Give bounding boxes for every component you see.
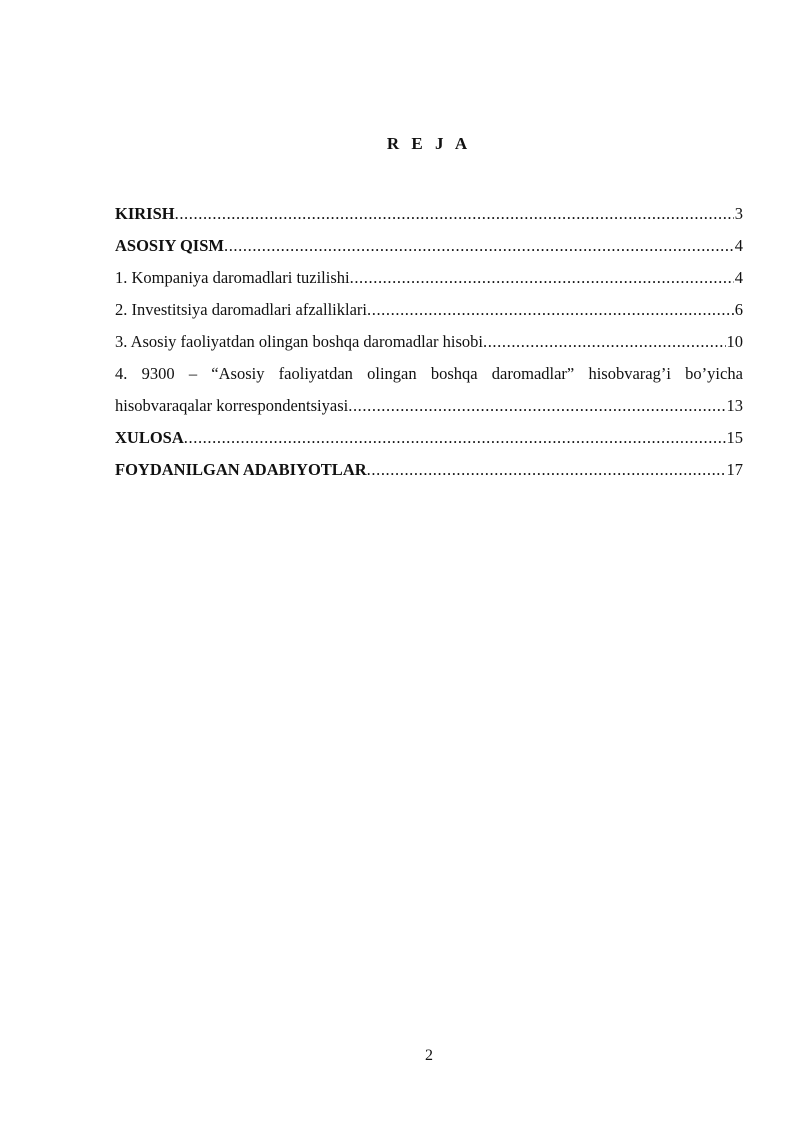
toc-word: –	[188, 364, 198, 383]
toc-entry-section-3[interactable]	[115, 326, 743, 358]
toc-dot-leader	[367, 454, 726, 486]
toc-dot-leader	[348, 390, 725, 422]
toc-dot-leader	[367, 294, 734, 326]
toc-entry-page: 4	[734, 236, 743, 255]
toc-dot-leader	[483, 326, 726, 358]
toc-word: 9300	[141, 364, 175, 383]
toc-word: bo’yicha	[685, 364, 743, 383]
toc-entry-label: hisobvaraqalar korrespondentsiyasi	[115, 396, 349, 415]
toc-entry-page: 3	[734, 204, 743, 223]
toc-entry-page: 10	[726, 332, 743, 351]
toc-word: daromadlar”	[491, 364, 575, 383]
toc-entry-label: 2. Investitsiya daromadlari afzalliklari	[115, 300, 367, 319]
toc-entry-label: 1. Kompaniya daromadlari tuzilishi	[115, 268, 350, 287]
toc-word: “Asosiy	[211, 364, 265, 383]
toc-entry-label: XULOSA	[115, 428, 184, 447]
toc-word: olingan	[367, 364, 417, 383]
toc-word: 4.	[115, 364, 128, 383]
toc-entry-label: KIRISH	[115, 204, 175, 223]
page-title: R E J A	[386, 134, 472, 153]
toc-word: hisobvarag’i	[588, 364, 671, 383]
toc-entry-label: ASOSIY QISM	[115, 236, 224, 255]
toc-entry-first-line	[115, 358, 743, 390]
toc-entry-page: 6	[734, 300, 743, 319]
toc-word: faoliyatdan	[278, 364, 353, 383]
toc-entry-section-1[interactable]	[115, 262, 743, 294]
toc-entry-page: 4	[734, 268, 743, 287]
toc-dot-leader	[350, 262, 734, 294]
toc-entry-page: 13	[726, 396, 743, 415]
toc-dot-leader	[175, 198, 734, 230]
toc-entry-section-2[interactable]	[115, 294, 743, 326]
toc-entry-section-4[interactable]	[115, 358, 743, 422]
toc-word: boshqa	[430, 364, 478, 383]
toc-dot-leader	[224, 230, 734, 262]
table-of-contents	[115, 198, 743, 486]
toc-dot-leader	[184, 422, 726, 454]
toc-entry-asosiy-qism[interactable]	[115, 230, 743, 262]
toc-entry-label: 3. Asosiy faoliyatdan olingan boshqa daromadlar hisobi	[115, 332, 483, 351]
toc-entry-label: FOYDANILGAN ADABIYOTLAR	[115, 460, 367, 479]
toc-entry-adabiyotlar[interactable]	[115, 454, 743, 486]
toc-entry-second-line	[115, 390, 743, 422]
toc-entry-xulosa[interactable]	[115, 422, 743, 454]
toc-entry-kirish[interactable]	[115, 198, 743, 230]
toc-entry-page: 15	[726, 428, 743, 447]
toc-entry-page: 17	[726, 460, 743, 479]
page-number: 2	[425, 1047, 433, 1064]
